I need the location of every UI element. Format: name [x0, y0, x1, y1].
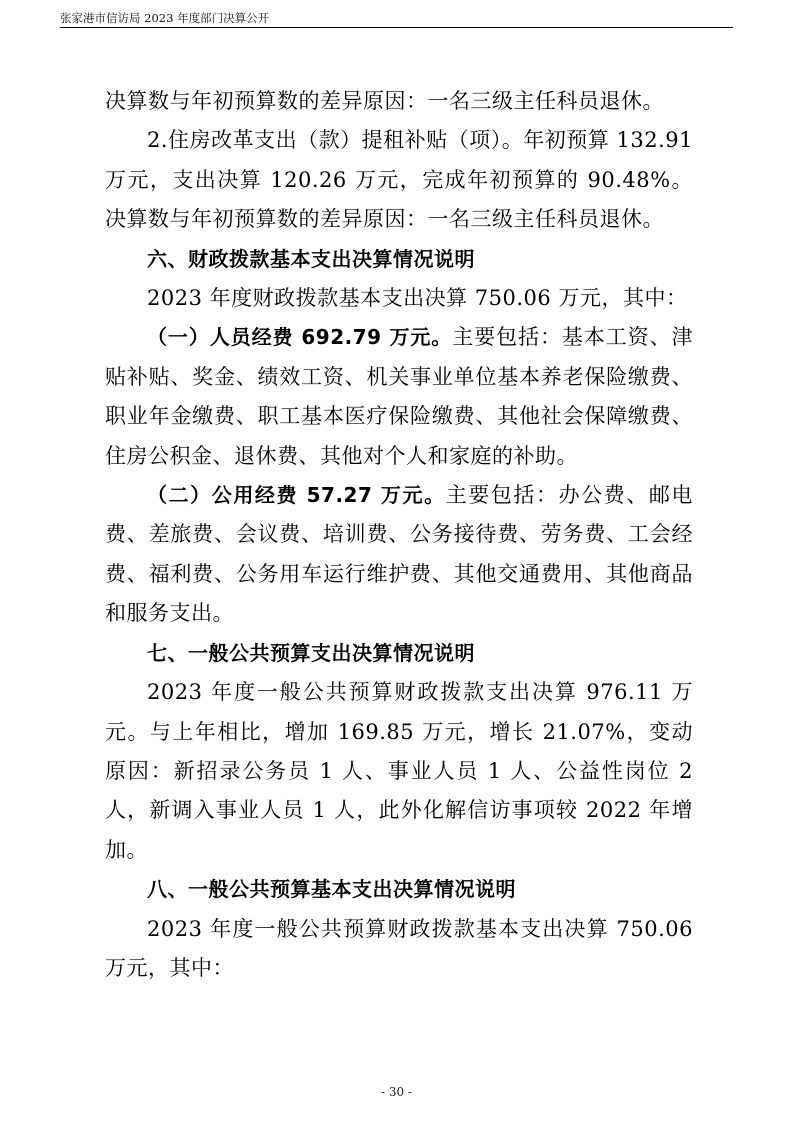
paragraph-basic-expenditure: 2023 年度财政拨款基本支出决算 750.06 万元，其中：: [147, 286, 688, 311]
section-heading-seven: 七、一般公共预算支出决算情况说明: [147, 640, 475, 665]
personnel-expenses-lead: （一）人员经费 692.79 万元。: [147, 325, 453, 350]
public-expenses-detail: 主要包括：办公费、邮电费、差旅费、会议费、培训费、公务接待费、劳务费、工会经费、福利费、公务用车运行维护费、其他交通费用、其他商品和服务支出。: [105, 483, 694, 626]
document-body: [105, 82, 693, 988]
paragraph-general-basic: 2023 年度一般公共预算财政拨款基本支出决算 750.06 万元，其中：: [105, 916, 693, 980]
paragraph-continuation: 决算数与年初预算数的差异原因：一名三级主任科员退休。: [105, 89, 664, 113]
paragraph-personnel-expenses: [105, 318, 693, 476]
paragraph-public-expenses: [105, 476, 693, 634]
paragraph-housing-reform: 2.住房改革支出（款）提租补贴（项）。年初预算 132.91 万元，支出决算 120.26 万元，完成年初预算的 90.48%。决算数与年初预算数的差异原因：一名三级主任科员退休。: [105, 128, 693, 232]
section-heading-six: 六、财政拨款基本支出决算情况说明: [147, 246, 475, 271]
personnel-expenses-detail: 主要包括：基本工资、津贴补贴、奖金、绩效工资、机关事业单位基本养老保险缴费、职业年金缴费、职工基本医疗保险缴费、其他社会保障缴费、住房公积金、退休费、其他对个人和家庭的补助。: [105, 325, 694, 468]
paragraph-general-budget: 2023 年度一般公共预算财政拨款支出决算 976.11 万元。与上年相比，增加 169.85 万元，增长 21.07%，变动原因：新招录公务员 1 人、事业人员 1 人、公益性岗位 2 人，新调入事业人员 1 人，此外化解信访事项较 2022 年增加。: [105, 680, 693, 862]
page-number: - 30 -: [380, 1085, 412, 1099]
page-header: 张家港市信访局 2023 年度部门决算公开: [60, 11, 270, 25]
header-divider: [60, 27, 733, 28]
section-heading-eight: 八、一般公共预算基本支出决算情况说明: [147, 877, 516, 902]
public-expenses-lead: （二）公用经费 57.27 万元。: [147, 483, 446, 508]
